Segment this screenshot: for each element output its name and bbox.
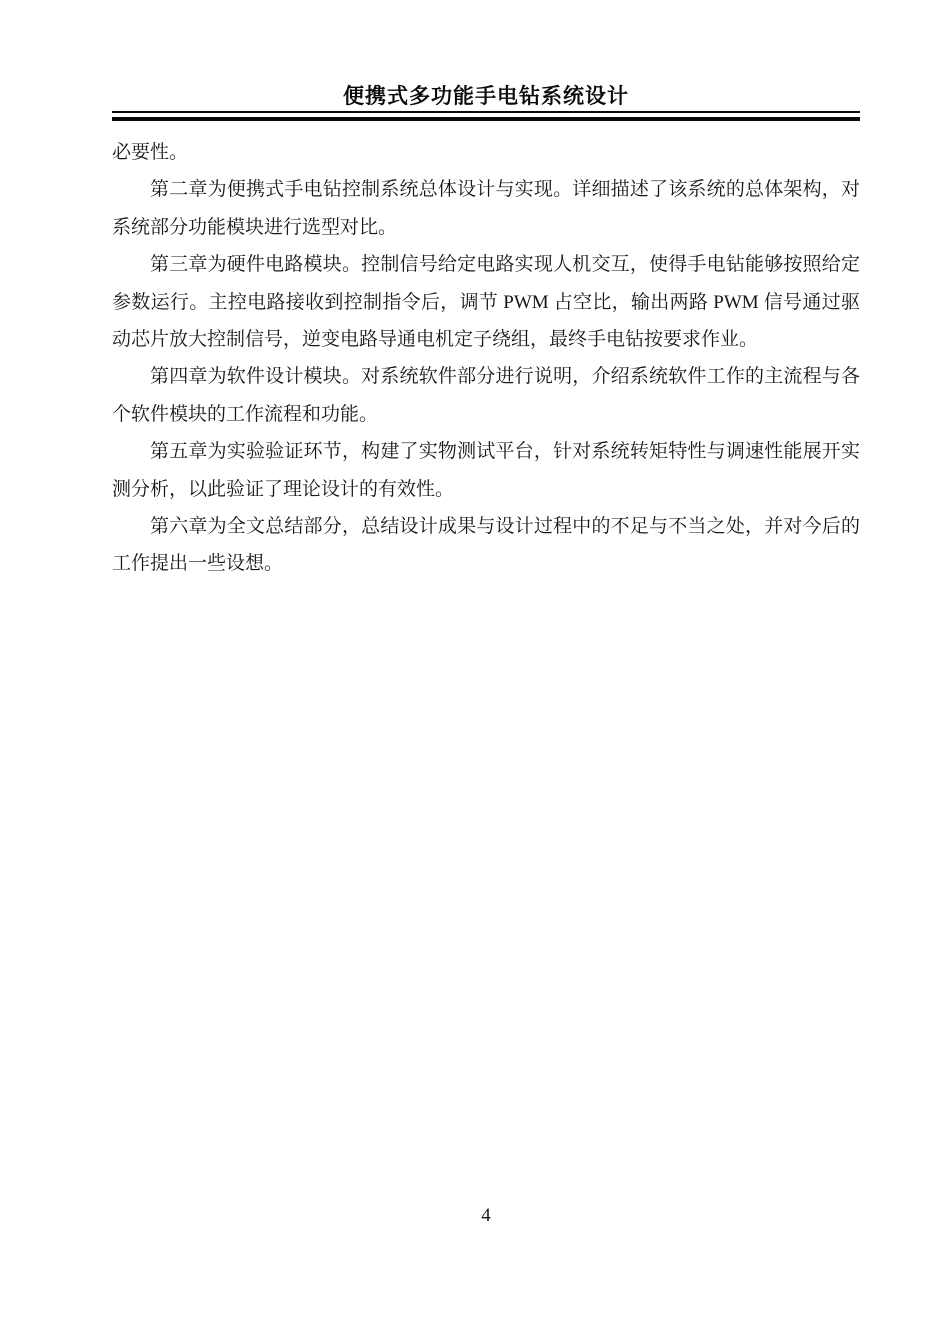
paragraph-continuation: 必要性。 — [112, 142, 189, 163]
paragraph-chapter5-summary: 第五章为实验验证环节，构建了实物测试平台，针对系统转矩特性与调速性能展开实测分析，以此验证了理论设计的有效性。 — [112, 441, 860, 500]
page-header — [112, 84, 860, 121]
paragraph-chapter4-summary: 第四章为软件设计模块。对系统软件部分进行说明，介绍系统软件工作的主流程与各个软件模块的工作流程和功能。 — [112, 366, 860, 425]
paragraph-chapter3-summary: 第三章为硬件电路模块。控制信号给定电路实现人机交互，使得手电钻能够按照给定参数运行。主控电路接收到控制指令后，调节 PWM 占空比，输出两路 PWM 信号通过驱动芯片放大控制信号，逆变电路导通电机定子绕组，最终手电钻按要求作业。 — [112, 254, 860, 351]
header-rule-thick — [112, 117, 860, 121]
paragraph-chapter6-summary: 第六章为全文总结部分，总结设计成果与设计过程中的不足与不当之处，并对今后的工作提出一些设想。 — [112, 516, 860, 575]
running-head-title: 便携式多功能手电钻系统设计 — [343, 85, 629, 108]
page-footer — [112, 1205, 860, 1227]
page-number: 4 — [481, 1205, 491, 1226]
header-rule-thin — [112, 111, 860, 113]
body-text — [112, 134, 860, 583]
paragraph-chapter2-summary: 第二章为便携式手电钻控制系统总体设计与实现。详细描述了该系统的总体架构，对系统部分功能模块进行选型对比。 — [112, 179, 860, 238]
